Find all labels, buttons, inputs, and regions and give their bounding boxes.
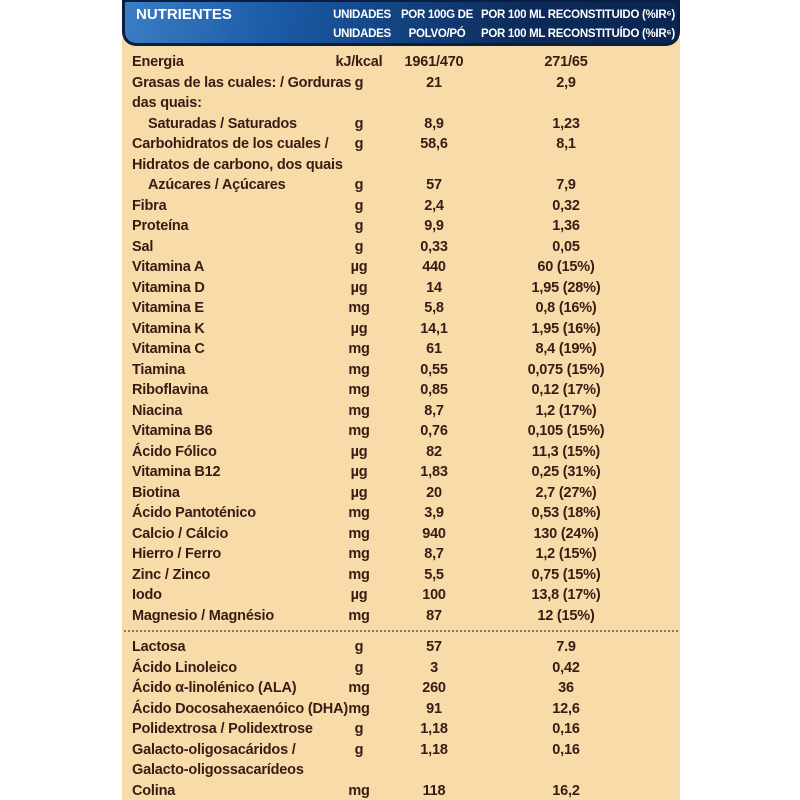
per-100ml-cell: 1,36 (552, 218, 580, 234)
table-row (122, 658, 680, 679)
per-100g-cell: 0,76 (420, 423, 448, 439)
header-per100g-line1: POR 100G DE (400, 8, 474, 21)
unit-cell: g (354, 721, 364, 737)
per-100g-cell: 1,18 (420, 741, 448, 758)
unit-cell: mg (348, 607, 370, 624)
per-100g-cell: 57 (426, 177, 442, 193)
table-row (122, 699, 680, 720)
section-divider (122, 626, 680, 635)
unit-cell: µg (350, 587, 368, 603)
per-100g-cell: 21 (426, 74, 442, 91)
header-per100ml-line1: POR 100 ML RECONSTITUIDO (%IR⁶) (481, 8, 675, 21)
table-row (122, 237, 680, 258)
nutrient-label (122, 114, 328, 135)
per-100g-cell: 20 (426, 484, 442, 501)
nutrient-label-line1: Vitamina A (132, 259, 205, 275)
per-100g-cell: 3,9 (424, 505, 444, 521)
table-row (122, 380, 680, 401)
nutrient-label-line1: Azúcares / Açúcares (148, 177, 286, 193)
per-100ml-cell: 8,1 (556, 136, 576, 152)
table-row (122, 442, 680, 463)
nutrient-label (122, 134, 343, 175)
header-nutrients: NUTRIENTES (136, 6, 232, 23)
nutrient-label (122, 278, 328, 299)
nutrient-label-line1: Fibra (132, 197, 167, 214)
per-100g-cell: 8,7 (424, 546, 444, 562)
nutrient-label-line1: Iodo (132, 587, 162, 603)
nutrient-label-line1: Lactosa (132, 639, 186, 655)
table-row (122, 52, 680, 73)
nutrient-label-line1: Riboflavina (132, 382, 208, 398)
table-row (122, 257, 680, 278)
per-100ml-cell: 0,75 (15%) (531, 566, 601, 583)
unit-cell: g (354, 197, 364, 214)
per-100ml-cell: 0,105 (15%) (527, 423, 605, 439)
nutrient-label (122, 401, 328, 422)
nutrient-label (122, 719, 328, 740)
nutrient-label-line1: Calcio / Cálcio (132, 525, 229, 542)
table-body-main (122, 38, 680, 626)
per-100g-cell: 61 (426, 341, 442, 357)
unit-cell: mg (348, 680, 370, 696)
per-100g-cell: 1,18 (420, 721, 448, 737)
nutrient-label-line1: Galacto-oligosacáridos / (132, 741, 296, 758)
per-100ml-cell: 1,2 (15%) (535, 546, 597, 562)
nutrient-label-line1: Polidextrosa / Polidextrose (132, 721, 313, 737)
table-header (122, 0, 680, 46)
nutrient-label (122, 73, 352, 114)
per-100ml-cell: 12,6 (552, 700, 580, 717)
nutrient-label (122, 339, 328, 360)
unit-cell: g (354, 218, 364, 234)
nutrient-label (122, 781, 328, 800)
nutrient-label (122, 658, 328, 679)
per-100ml-cell: 0,25 (31%) (531, 464, 601, 480)
unit-cell: mg (348, 782, 370, 799)
table-row (122, 503, 680, 524)
table-row (122, 196, 680, 217)
per-100ml-cell: 2,7 (27%) (535, 484, 597, 501)
nutrient-label (122, 606, 328, 627)
per-100ml-cell: 13,8 (17%) (531, 587, 601, 603)
nutrition-table (122, 0, 680, 800)
per-100g-cell: 2,4 (424, 197, 444, 214)
per-100g-cell: 100 (422, 587, 446, 603)
nutrient-label-line1: Proteína (132, 218, 189, 234)
nutrient-label-line1: Sal (132, 238, 154, 255)
per-100ml-cell: 2,9 (556, 74, 576, 91)
table-row (122, 298, 680, 319)
table-row (122, 278, 680, 299)
header-per100ml-line2: POR 100 ML RECONSTITUÍDO (%IR⁶) (481, 27, 675, 40)
unit-cell: mg (348, 525, 370, 542)
per-100g-cell: 58,6 (420, 136, 448, 152)
per-100ml-cell: 11,3 (15%) (531, 443, 601, 460)
per-100ml-cell: 130 (24%) (533, 525, 599, 542)
unit-cell: µg (350, 464, 368, 480)
nutrient-label (122, 298, 328, 319)
unit-cell: mg (348, 341, 370, 357)
per-100ml-cell: 8,4 (19%) (535, 341, 597, 357)
unit-cell: kJ/kcal (335, 54, 383, 70)
table-row (122, 781, 680, 800)
per-100g-cell: 82 (426, 443, 442, 460)
table-row (122, 339, 680, 360)
per-100ml-cell: 12 (15%) (537, 607, 595, 624)
unit-cell: g (354, 741, 364, 758)
table-header-row-1 (125, 5, 677, 24)
nutrient-label-line1: Carbohidratos de los cuales / (132, 136, 329, 152)
nutrient-label (122, 483, 328, 504)
unit-cell: g (354, 136, 364, 152)
unit-cell: g (354, 115, 364, 132)
per-100ml-cell: 16,2 (552, 782, 580, 799)
per-100g-cell: 8,7 (424, 402, 444, 419)
per-100ml-cell: 7,9 (556, 177, 576, 193)
table-row (122, 606, 680, 627)
table-row (122, 678, 680, 699)
unit-cell: g (354, 659, 364, 676)
nutrient-label (122, 585, 328, 606)
per-100ml-cell: 1,95 (16%) (531, 320, 601, 337)
table-row (122, 637, 680, 658)
nutrient-label-line2: Hidratos de carbono, dos quais (132, 156, 343, 173)
table-body-secondary (122, 635, 680, 800)
table-row (122, 483, 680, 504)
nutrient-label (122, 360, 328, 381)
per-100g-cell: 9,9 (424, 218, 444, 234)
per-100ml-cell: 0,16 (552, 721, 580, 737)
nutrient-label (122, 421, 328, 442)
nutrient-label-line1: Biotina (132, 484, 180, 501)
per-100g-cell: 91 (426, 700, 442, 717)
table-row (122, 740, 680, 781)
nutrient-label (122, 565, 328, 586)
per-100g-cell: 87 (426, 607, 442, 624)
unit-cell: µg (350, 443, 368, 460)
per-100g-cell: 8,9 (424, 115, 444, 132)
nutrient-label-line1: Ácido α-linolénico (ALA) (132, 680, 297, 696)
nutrient-label (122, 544, 328, 565)
nutrient-label-line1: Zinc / Zinco (132, 566, 211, 583)
nutrient-label-line2: Galacto-oligossacarídeos (132, 762, 304, 778)
nutrient-label (122, 699, 348, 720)
per-100g-cell: 440 (422, 259, 446, 275)
per-100g-cell: 57 (426, 639, 442, 655)
nutrient-label-line1: Magnesio / Magnésio (132, 607, 275, 624)
nutrient-label (122, 175, 328, 196)
nutrient-label-line1: Ácido Pantoténico (132, 505, 256, 521)
nutrient-label (122, 637, 328, 658)
nutrient-label (122, 196, 328, 217)
nutrient-label-line1: Ácido Docosahexaenóico (DHA) (132, 700, 348, 717)
table-row (122, 73, 680, 114)
per-100g-cell: 0,55 (420, 361, 448, 378)
per-100g-cell: 1,83 (420, 464, 448, 480)
nutrient-label-line1: Hierro / Ferro (132, 546, 222, 562)
per-100ml-cell: 0,32 (552, 197, 580, 214)
table-row (122, 421, 680, 442)
nutrient-label (122, 237, 328, 258)
nutrient-label (122, 257, 328, 278)
nutrient-label-line1: Energia (132, 54, 184, 70)
header-units-line2: UNIDADES (333, 27, 391, 40)
per-100ml-cell: 271/65 (544, 54, 588, 70)
nutrient-label (122, 524, 328, 545)
unit-cell: g (354, 74, 364, 91)
per-100g-cell: 14,1 (420, 320, 448, 337)
per-100g-cell: 14 (426, 279, 442, 296)
per-100ml-cell: 1,23 (552, 115, 580, 132)
table-row (122, 565, 680, 586)
unit-cell: mg (348, 300, 370, 316)
per-100ml-cell: 0,53 (18%) (531, 505, 601, 521)
per-100g-cell: 3 (430, 659, 438, 676)
per-100g-cell: 5,8 (424, 300, 444, 316)
per-100ml-cell: 60 (15%) (537, 259, 595, 275)
per-100ml-cell: 1,2 (17%) (535, 402, 597, 419)
per-100ml-cell: 0,05 (552, 238, 580, 255)
unit-cell: µg (350, 484, 368, 501)
per-100ml-cell: 0,8 (16%) (535, 300, 597, 316)
table-row (122, 544, 680, 565)
table-row (122, 585, 680, 606)
unit-cell: g (354, 238, 364, 255)
nutrient-label-line1: Ácido Linoleico (132, 659, 237, 676)
nutrient-label (122, 503, 328, 524)
per-100g-cell: 5,5 (424, 566, 444, 583)
nutrient-label (122, 462, 328, 483)
per-100g-cell: 260 (422, 680, 446, 696)
table-row (122, 719, 680, 740)
table-row (122, 319, 680, 340)
unit-cell: g (354, 639, 364, 655)
nutrient-label-line1: Vitamina C (132, 341, 205, 357)
per-100ml-cell: 1,95 (28%) (531, 279, 601, 296)
nutrient-label-line1: Vitamina K (132, 320, 205, 337)
header-per100g-line2: POLVO/PÓ (408, 27, 466, 40)
nutrient-label (122, 52, 328, 73)
table-row (122, 401, 680, 422)
per-100ml-cell: 0,42 (552, 659, 580, 676)
unit-cell: mg (348, 423, 370, 439)
per-100g-cell: 0,33 (420, 238, 448, 255)
per-100ml-cell: 0,075 (15%) (527, 361, 605, 378)
per-100ml-cell: 0,16 (552, 741, 580, 758)
nutrient-label-line1: Grasas de las cuales: / Gorduras (132, 74, 352, 91)
nutrient-label-line1: Colina (132, 782, 176, 799)
table-row (122, 360, 680, 381)
unit-cell: mg (348, 546, 370, 562)
nutrient-label-line1: Vitamina B6 (132, 423, 213, 439)
unit-cell: mg (348, 505, 370, 521)
unit-cell: g (354, 177, 364, 193)
table-row (122, 524, 680, 545)
nutrient-label (122, 319, 328, 340)
unit-cell: mg (348, 566, 370, 583)
per-100ml-cell: 7.9 (556, 639, 576, 655)
per-100g-cell: 1961/470 (404, 54, 464, 70)
per-100ml-cell: 0,12 (17%) (531, 382, 601, 398)
unit-cell: mg (348, 700, 370, 717)
nutrient-label (122, 380, 328, 401)
per-100g-cell: 940 (422, 525, 446, 542)
unit-cell: µg (350, 259, 368, 275)
table-header-row-2 (125, 24, 677, 43)
dotted-line (124, 630, 678, 632)
nutrient-label (122, 740, 328, 781)
per-100ml-cell: 36 (558, 680, 574, 696)
table-row (122, 134, 680, 175)
nutrient-label-line2: das quais: (132, 95, 202, 111)
per-100g-cell: 0,85 (420, 382, 448, 398)
nutrient-label-line1: Saturadas / Saturados (148, 115, 297, 132)
nutrient-label-line1: Ácido Fólico (132, 443, 217, 460)
unit-cell: µg (350, 320, 368, 337)
header-units-line1: UNIDADES (333, 8, 391, 21)
nutrient-label-line1: Niacina (132, 402, 183, 419)
unit-cell: µg (350, 279, 368, 296)
unit-cell: mg (348, 382, 370, 398)
unit-cell: mg (348, 361, 370, 378)
table-row (122, 114, 680, 135)
table-row (122, 216, 680, 237)
table-row (122, 175, 680, 196)
nutrient-label-line1: Tiamina (132, 361, 186, 378)
unit-cell: mg (348, 402, 370, 419)
nutrient-label (122, 216, 328, 237)
nutrient-label-line1: Vitamina D (132, 279, 205, 296)
per-100g-cell: 118 (422, 782, 446, 799)
nutrient-label-line1: Vitamina B12 (132, 464, 221, 480)
nutrient-label (122, 678, 328, 699)
table-row (122, 462, 680, 483)
nutrient-label-line1: Vitamina E (132, 300, 204, 316)
nutrient-label (122, 442, 328, 463)
